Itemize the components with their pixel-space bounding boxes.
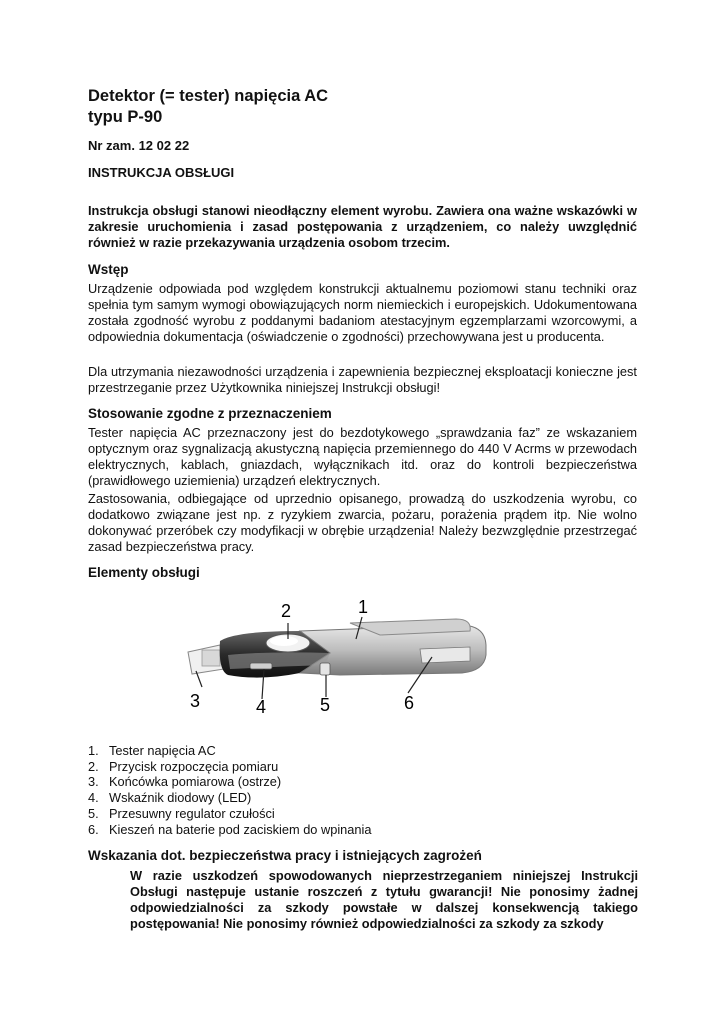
section-heading-usage: Stosowanie zgodne z przeznaczeniem	[88, 406, 332, 421]
callout-3: 3	[190, 691, 201, 711]
wstep-paragraph-2: Dla utrzymania niezawodności urządzenia i zapewnienia bezpiecznej eksploatacji konieczne jest przestrzeganie przez Użytkownika niniejszej Instrukcji obsługi!	[88, 364, 637, 395]
instructions-heading: INSTRUKCJA OBSŁUGI	[88, 165, 235, 180]
list-item: 2. Przycisk rozpoczęcia pomiaru	[88, 758, 279, 774]
led-indicator	[250, 663, 272, 669]
usage-paragraph-1: Tester napięcia AC przeznaczony jest do bezdotykowego „sprawdzania faz” ze wskazaniem optycznym oraz sygnalizacją akustyczną napięcia przemiennego do 440 V Acrms w przewodach elektrycznych, kablach, gniazdach, wyłącznikach itd. oraz do kontroli bezpieczeństwa (prawidłowego uziemienia) urządzeń elektrycznych.	[88, 425, 637, 488]
list-item: 6. Kieszeń na baterie pod zaciskiem do wpinania	[88, 821, 372, 837]
wstep-paragraph-1: Urządzenie odpowiada pod względem konstrukcji aktualnemu poziomowi stanu techniki oraz spełnia tym samym wymogi obowiązujących norm niemieckich i europejskich. Udokumentowana została zgodność wyrobu z poddanymi badaniom atestacyjnym egzemplarzami wzorcowymi, a odpowiednia dokumentacja (oświadczenie o zgodności) przechowywana jest u producenta.	[88, 281, 637, 344]
usage-paragraph-2: Zastosowania, odbiegające od uprzednio opisanego, prowadzą do uszkodzenia wyrobu, co dodatkowo związane jest np. z ryzykiem zwarcia, pożaru, porażenia prądem itp. Nie wolno dokonywać przeróbek czy modyfikacji w obrębie urządzenia! Należy bezwzględnie przestrzegać zasad bezpieczeństwa pracy.	[88, 491, 637, 554]
order-number: Nr zam. 12 02 22	[88, 138, 190, 153]
section-heading-safety: Wskazania dot. bezpieczeństwa pracy i istniejących zagrożeń	[88, 848, 482, 863]
list-item: 4. Wskaźnik diodowy (LED)	[88, 790, 252, 806]
safety-paragraph: W razie uszkodzeń spowodowanych nieprzestrzeganiem niniejszej Instrukcji Obsługi następuje ustanie roszczeń z tytułu gwarancji! Nie ponosimy żadnej odpowiedzialności za szkody powstałe w dalszej konsekwencją takiego postępowania! Nie ponosimy również odpowiedzialności za szkody za szkody	[130, 868, 638, 931]
callout-6: 6	[404, 693, 415, 713]
battery-pocket	[420, 647, 470, 663]
callout-4: 4	[256, 697, 267, 717]
callout-1: 1	[358, 597, 369, 617]
tester-illustration	[180, 595, 500, 720]
sensitivity-slider	[320, 663, 330, 675]
intro-paragraph: Instrukcja obsługi stanowi nieodłączny element wyrobu. Zawiera ona ważne wskazówki w zakresie uruchomienia i zasad postępowania z urządzeniem, co należy uwzględnić również w razie przekazywania urządzenia osobom trzecim.	[88, 203, 637, 250]
title-line-2: typu P-90	[88, 108, 163, 126]
section-heading-wstep: Wstęp	[88, 262, 129, 277]
document-title	[88, 86, 328, 128]
list-item: 5. Przesuwny regulator czułości	[88, 805, 275, 821]
list-item: 1. Tester napięcia AC	[88, 743, 216, 758]
section-heading-controls: Elementy obsługi	[88, 565, 200, 580]
controls-list	[88, 743, 372, 837]
list-item: 3. Końcówka pomiarowa (ostrze)	[88, 774, 282, 790]
callout-2: 2	[281, 601, 292, 621]
callout-5: 5	[320, 695, 331, 715]
title-line-1: Detektor (= tester) napięcia AC	[88, 87, 329, 105]
